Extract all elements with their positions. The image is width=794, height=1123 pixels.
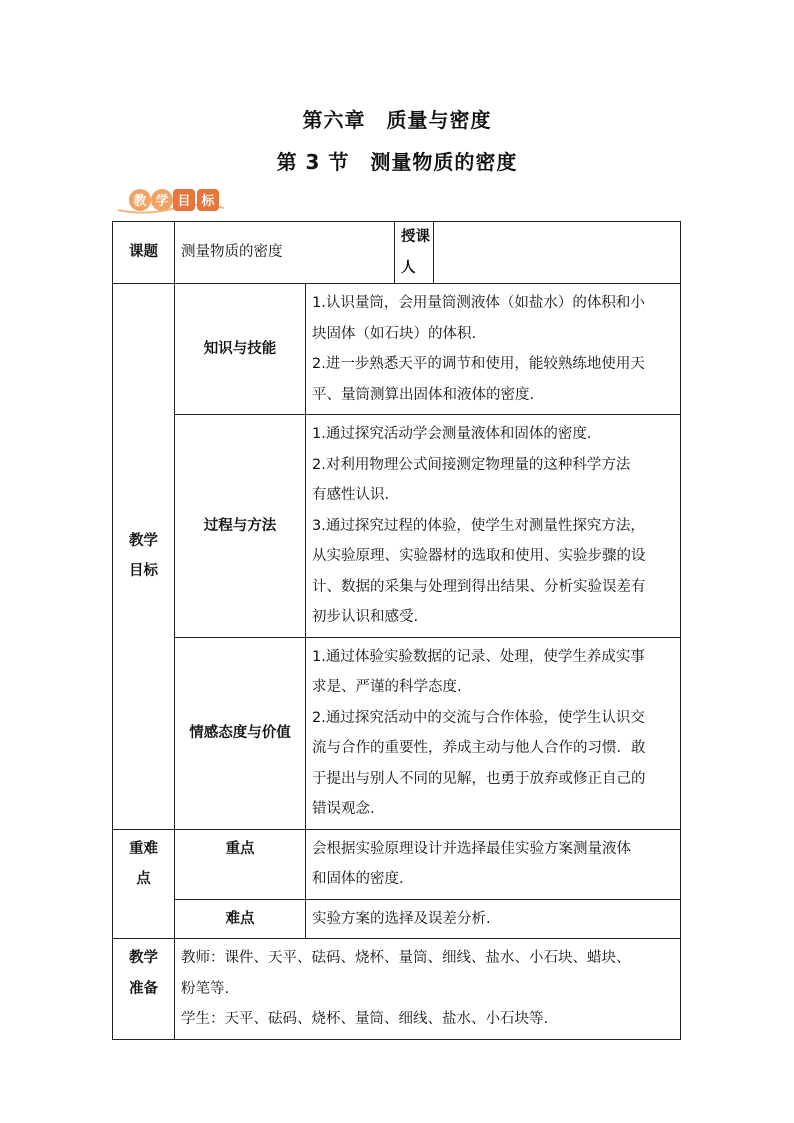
knowledge-label: 知识与技能 xyxy=(175,284,306,415)
badge-char-2: 学 xyxy=(155,194,169,209)
topic-label: 课题 xyxy=(113,222,175,284)
process-row xyxy=(113,415,681,638)
attitude-row xyxy=(113,637,681,829)
badge-char-1: 教 xyxy=(133,194,147,209)
chapter-title: 第六章 质量与密度 xyxy=(302,108,492,132)
difficulty-label: 难点 xyxy=(175,899,306,939)
prep-content: 教师：课件、天平、砝码、烧杯、量筒、细线、盐水、小石块、蜡块、 粉笔等. 学生：天平、砝码、烧杯、量筒、细线、盐水、小石块等. xyxy=(175,939,681,1040)
topic-value: 测量物质的密度 xyxy=(175,222,395,284)
attitude-content: 1.通过体验实验数据的记录、处理，使学生养成实事 求是、严谨的科学态度. 2.通过探究活动中的交流与合作体验，使学生认识交 流与合作的重要性，养成主动与他人合作的习惯．敢 于提出与别人不同的见解，也勇于放弃或修正自己的 错误观念. xyxy=(306,637,681,829)
teacher-value xyxy=(434,222,681,284)
teacher-label: 授课人 xyxy=(395,222,434,284)
difficulty-row xyxy=(113,899,681,939)
knowledge-row xyxy=(113,284,681,415)
prep-row xyxy=(113,939,681,1040)
topic-row xyxy=(113,222,681,284)
knowledge-content: 1.认识量筒，会用量筒测液体（如盐水）的体积和小 块固体（如石块）的体积. 2.进一步熟悉天平的调节和使用，能较熟练地使用天 平、量筒测算出固体和液体的密度. xyxy=(306,284,681,415)
focus-label: 重点 xyxy=(175,829,306,899)
keypoints-label: 重难 点 xyxy=(113,829,175,939)
section-title: 第 3 节 测量物质的密度 xyxy=(276,150,518,174)
focus-content: 会根据实验原理设计并选择最佳实验方案测量液体 和固体的密度. xyxy=(306,829,681,899)
teaching-goals-badge xyxy=(116,186,226,216)
badge-char-3: 目 xyxy=(177,194,191,209)
difficulty-content: 实验方案的选择及误差分析. xyxy=(306,899,681,939)
goals-label: 教学 目标 xyxy=(113,284,175,830)
process-content: 1.通过探究活动学会测量液体和固体的密度. 2.对利用物理公式间接测定物理量的这种科学方法 有感性认识. 3.通过探究过程的体验，使学生对测量性探究方法， 从实验原理、实验器材的选取和使用、实验步骤的设 计、数据的采集与处理到得出结果、分析实验误差有 初步认识和感受. xyxy=(306,415,681,638)
badge-char-4: 标 xyxy=(201,194,215,209)
process-label: 过程与方法 xyxy=(175,415,306,638)
prep-label: 教学 准备 xyxy=(113,939,175,1040)
focus-row xyxy=(113,829,681,899)
lesson-plan-table xyxy=(112,221,681,1040)
attitude-label: 情感态度与价值 xyxy=(175,637,306,829)
